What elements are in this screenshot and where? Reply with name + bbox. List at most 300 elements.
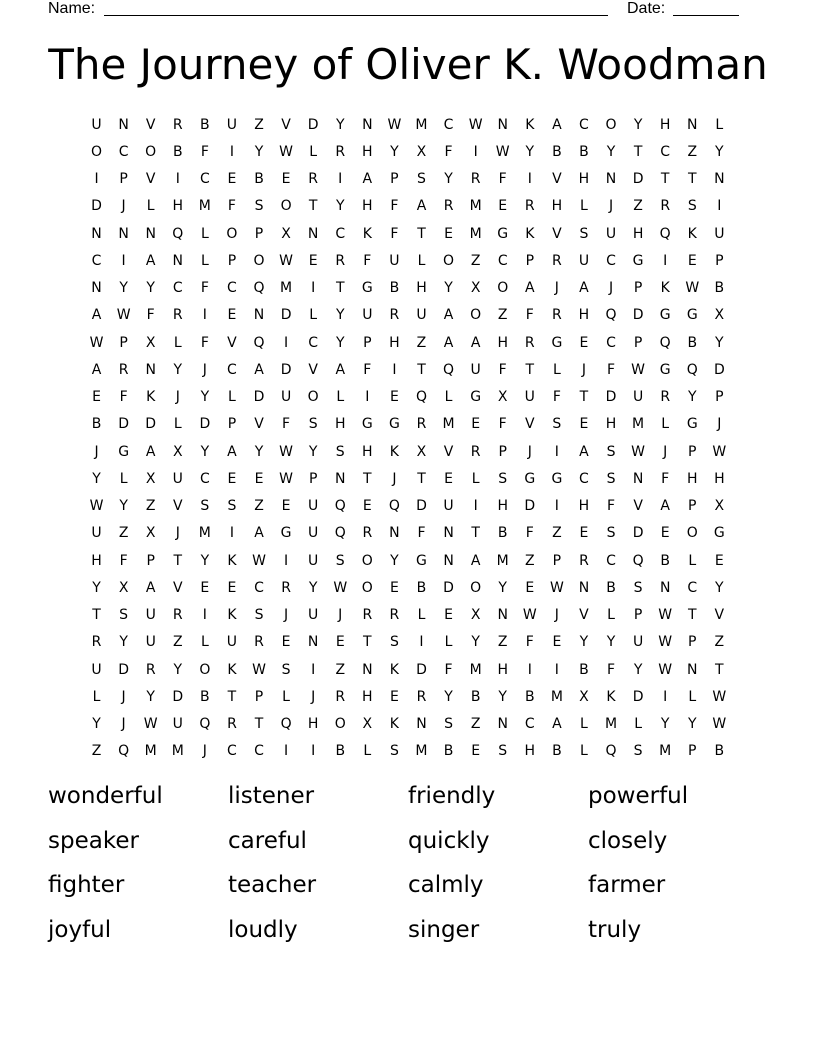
grid-letter[interactable]: V bbox=[579, 607, 589, 624]
grid-letter[interactable]: L bbox=[580, 743, 588, 760]
grid-letter[interactable]: V bbox=[714, 607, 725, 624]
grid-letter[interactable]: T bbox=[92, 607, 101, 624]
grid-letter[interactable]: W bbox=[252, 661, 266, 678]
grid-letter[interactable]: L bbox=[444, 634, 453, 651]
grid-letter[interactable]: X bbox=[714, 498, 725, 515]
grid-letter[interactable]: N bbox=[145, 361, 156, 378]
grid-letter[interactable]: F bbox=[282, 416, 291, 433]
grid-letter[interactable]: X bbox=[416, 443, 427, 460]
grid-letter[interactable]: H bbox=[578, 171, 590, 188]
grid-letter[interactable]: E bbox=[200, 579, 210, 596]
grid-letter[interactable]: N bbox=[714, 171, 725, 188]
grid-letter[interactable]: F bbox=[363, 252, 372, 269]
grid-letter[interactable]: Z bbox=[687, 143, 698, 160]
grid-letter[interactable]: P bbox=[119, 171, 128, 188]
grid-letter[interactable]: B bbox=[254, 171, 264, 188]
grid-letter[interactable]: H bbox=[334, 416, 346, 433]
grid-letter[interactable]: V bbox=[525, 416, 535, 433]
grid-letter[interactable]: B bbox=[552, 143, 562, 160]
grid-letter[interactable]: Q bbox=[118, 743, 130, 760]
grid-letter[interactable]: K bbox=[389, 716, 399, 733]
grid-letter[interactable]: I bbox=[392, 361, 397, 378]
grid-letter[interactable]: R bbox=[172, 307, 183, 324]
grid-letter[interactable]: O bbox=[226, 225, 238, 242]
grid-letter[interactable]: U bbox=[91, 525, 102, 542]
grid-letter[interactable]: P bbox=[308, 470, 318, 487]
grid-letter[interactable]: E bbox=[308, 252, 318, 269]
grid-letter[interactable]: Z bbox=[118, 525, 129, 542]
grid-letter[interactable]: M bbox=[171, 743, 184, 760]
grid-letter[interactable]: F bbox=[227, 198, 236, 215]
grid-letter[interactable]: W bbox=[631, 361, 646, 378]
grid-letter[interactable]: O bbox=[686, 525, 698, 542]
grid-letter[interactable]: K bbox=[389, 661, 399, 678]
grid-letter[interactable]: M bbox=[632, 416, 645, 433]
grid-letter[interactable]: N bbox=[578, 579, 590, 596]
grid-letter[interactable]: W bbox=[279, 252, 293, 269]
grid-letter[interactable]: E bbox=[92, 389, 101, 406]
grid-letter[interactable]: M bbox=[415, 743, 428, 760]
grid-letter[interactable]: B bbox=[200, 688, 210, 705]
grid-letter[interactable]: F bbox=[146, 307, 155, 324]
grid-letter[interactable]: O bbox=[361, 552, 373, 569]
grid-letter[interactable]: L bbox=[688, 552, 697, 569]
grid-letter[interactable]: Q bbox=[388, 498, 400, 515]
grid-letter[interactable]: G bbox=[470, 389, 482, 406]
grid-letter[interactable]: B bbox=[443, 743, 454, 760]
grid-letter[interactable]: L bbox=[580, 198, 588, 215]
grid-letter[interactable]: B bbox=[335, 743, 346, 760]
grid-letter[interactable]: D bbox=[416, 661, 427, 678]
grid-letter[interactable]: V bbox=[281, 116, 291, 133]
grid-letter[interactable]: V bbox=[227, 334, 237, 351]
grid-letter[interactable]: R bbox=[172, 116, 183, 133]
grid-letter[interactable]: R bbox=[335, 688, 346, 705]
grid-letter[interactable]: O bbox=[443, 252, 455, 269]
grid-letter[interactable]: V bbox=[254, 416, 264, 433]
grid-letter[interactable]: J bbox=[392, 470, 397, 487]
grid-letter[interactable]: P bbox=[525, 252, 535, 269]
grid-letter[interactable]: E bbox=[579, 525, 589, 542]
grid-letter[interactable]: T bbox=[715, 661, 724, 678]
grid-letter[interactable]: U bbox=[308, 498, 319, 515]
grid-letter[interactable]: F bbox=[444, 143, 453, 160]
grid-letter[interactable]: J bbox=[338, 607, 343, 624]
grid-letter[interactable]: D bbox=[632, 525, 644, 542]
grid-letter[interactable]: F bbox=[606, 361, 616, 378]
grid-letter[interactable]: D bbox=[118, 661, 129, 678]
grid-letter[interactable]: G bbox=[632, 252, 644, 269]
grid-letter[interactable]: P bbox=[633, 280, 643, 297]
grid-letter[interactable]: O bbox=[145, 143, 157, 160]
grid-letter[interactable]: W bbox=[387, 116, 402, 133]
grid-letter[interactable]: I bbox=[338, 171, 343, 188]
grid-letter[interactable]: J bbox=[581, 361, 587, 378]
grid-letter[interactable]: P bbox=[390, 171, 399, 188]
grid-letter[interactable]: X bbox=[714, 307, 725, 324]
grid-letter[interactable]: I bbox=[311, 661, 316, 678]
grid-letter[interactable]: D bbox=[416, 498, 427, 515]
grid-letter[interactable]: Y bbox=[525, 143, 535, 160]
grid-letter[interactable]: L bbox=[200, 225, 209, 242]
grid-letter[interactable]: B bbox=[470, 688, 481, 705]
grid-letter[interactable]: S bbox=[552, 416, 562, 433]
grid-letter[interactable]: X bbox=[362, 716, 373, 733]
grid-letter[interactable]: D bbox=[280, 307, 292, 324]
grid-letter[interactable]: Y bbox=[173, 361, 183, 378]
grid-letter[interactable]: M bbox=[198, 525, 211, 542]
grid-letter[interactable]: G bbox=[551, 334, 563, 351]
grid-letter[interactable]: U bbox=[91, 661, 102, 678]
grid-letter[interactable]: A bbox=[552, 716, 562, 733]
grid-letter[interactable]: S bbox=[633, 579, 643, 596]
grid-letter[interactable]: E bbox=[389, 688, 399, 705]
grid-letter[interactable]: I bbox=[121, 252, 126, 269]
grid-letter[interactable]: T bbox=[687, 171, 697, 188]
grid-letter[interactable]: C bbox=[443, 116, 454, 133]
grid-letter[interactable]: W bbox=[279, 443, 293, 460]
grid-letter[interactable]: L bbox=[200, 634, 209, 651]
grid-letter[interactable]: X bbox=[145, 525, 156, 542]
grid-letter[interactable]: V bbox=[443, 443, 454, 460]
grid-letter[interactable]: L bbox=[552, 361, 561, 378]
grid-letter[interactable]: N bbox=[389, 525, 400, 542]
grid-letter[interactable]: S bbox=[200, 498, 210, 515]
grid-letter[interactable]: F bbox=[606, 661, 616, 678]
grid-letter[interactable]: C bbox=[199, 470, 210, 487]
grid-letter[interactable]: F bbox=[606, 498, 616, 515]
grid-letter[interactable]: S bbox=[579, 225, 589, 242]
grid-letter[interactable]: M bbox=[198, 198, 211, 215]
grid-letter[interactable]: O bbox=[605, 116, 617, 133]
grid-letter[interactable]: E bbox=[227, 307, 237, 324]
grid-letter[interactable]: Q bbox=[686, 361, 698, 378]
grid-letter[interactable]: R bbox=[660, 389, 671, 406]
grid-letter[interactable]: L bbox=[200, 252, 209, 269]
grid-letter[interactable]: U bbox=[470, 361, 481, 378]
grid-letter[interactable]: E bbox=[444, 607, 453, 624]
date-blank-line[interactable] bbox=[673, 15, 739, 16]
grid-letter[interactable]: Y bbox=[92, 470, 101, 487]
grid-letter[interactable]: K bbox=[146, 389, 156, 406]
grid-letter[interactable]: N bbox=[118, 225, 129, 242]
grid-letter[interactable]: J bbox=[554, 280, 559, 297]
grid-letter[interactable]: E bbox=[281, 634, 291, 651]
grid-letter[interactable]: K bbox=[227, 552, 237, 569]
grid-letter[interactable]: C bbox=[660, 143, 671, 160]
grid-letter[interactable]: T bbox=[363, 634, 372, 651]
grid-letter[interactable]: R bbox=[660, 198, 671, 215]
grid-letter[interactable]: T bbox=[227, 688, 237, 705]
grid-letter[interactable]: S bbox=[281, 661, 291, 678]
grid-letter[interactable]: R bbox=[91, 634, 102, 651]
grid-letter[interactable]: Y bbox=[660, 716, 670, 733]
grid-letter[interactable]: I bbox=[202, 307, 207, 324]
grid-letter[interactable]: Y bbox=[444, 171, 453, 188]
grid-letter[interactable]: G bbox=[686, 416, 698, 433]
grid-letter[interactable]: I bbox=[554, 443, 559, 460]
grid-letter[interactable]: Y bbox=[146, 688, 155, 705]
grid-letter[interactable]: N bbox=[118, 116, 129, 133]
grid-letter[interactable]: L bbox=[607, 607, 615, 624]
grid-letter[interactable]: Q bbox=[632, 552, 644, 569]
grid-letter[interactable]: E bbox=[579, 416, 589, 433]
grid-letter[interactable]: X bbox=[281, 225, 291, 242]
grid-letter[interactable]: L bbox=[309, 143, 318, 160]
grid-letter[interactable]: P bbox=[633, 334, 643, 351]
grid-letter[interactable]: L bbox=[336, 389, 345, 406]
grid-letter[interactable]: A bbox=[443, 307, 454, 324]
grid-letter[interactable]: P bbox=[633, 607, 643, 624]
grid-letter[interactable]: G bbox=[280, 525, 292, 542]
grid-letter[interactable]: N bbox=[416, 716, 427, 733]
grid-letter[interactable]: T bbox=[417, 470, 426, 487]
grid-letter[interactable]: S bbox=[254, 198, 264, 215]
grid-letter[interactable]: A bbox=[470, 552, 481, 569]
grid-letter[interactable]: I bbox=[175, 171, 180, 188]
grid-letter[interactable]: W bbox=[658, 607, 673, 624]
grid-letter[interactable]: F bbox=[390, 225, 399, 242]
grid-letter[interactable]: Y bbox=[335, 307, 345, 324]
grid-letter[interactable]: I bbox=[419, 634, 424, 651]
grid-letter[interactable]: Y bbox=[633, 116, 643, 133]
grid-letter[interactable]: T bbox=[363, 470, 372, 487]
grid-letter[interactable]: K bbox=[660, 280, 670, 297]
grid-letter[interactable]: A bbox=[362, 171, 373, 188]
grid-letter[interactable]: J bbox=[202, 361, 207, 378]
grid-letter[interactable]: V bbox=[145, 171, 156, 188]
grid-letter[interactable]: T bbox=[471, 525, 480, 542]
grid-letter[interactable]: T bbox=[417, 225, 426, 242]
grid-letter[interactable]: N bbox=[443, 552, 454, 569]
grid-letter[interactable]: G bbox=[659, 361, 671, 378]
grid-letter[interactable]: W bbox=[631, 443, 646, 460]
grid-letter[interactable]: Z bbox=[335, 661, 346, 678]
grid-letter[interactable]: P bbox=[227, 416, 237, 433]
grid-letter[interactable]: R bbox=[470, 171, 481, 188]
grid-letter[interactable]: E bbox=[471, 743, 481, 760]
grid-letter[interactable]: E bbox=[471, 416, 481, 433]
grid-letter[interactable]: X bbox=[470, 280, 481, 297]
grid-letter[interactable]: R bbox=[552, 252, 562, 269]
grid-letter[interactable]: I bbox=[663, 688, 668, 705]
grid-letter[interactable]: L bbox=[363, 743, 372, 760]
grid-letter[interactable]: L bbox=[634, 716, 642, 733]
grid-letter[interactable]: P bbox=[688, 498, 697, 515]
grid-letter[interactable]: F bbox=[525, 525, 534, 542]
grid-letter[interactable]: Y bbox=[444, 280, 453, 297]
grid-letter[interactable]: O bbox=[497, 280, 509, 297]
grid-letter[interactable]: R bbox=[389, 607, 400, 624]
grid-letter[interactable]: Y bbox=[254, 443, 264, 460]
grid-letter[interactable]: H bbox=[524, 743, 536, 760]
grid-letter[interactable]: W bbox=[279, 143, 293, 160]
grid-letter[interactable]: O bbox=[470, 307, 482, 324]
grid-letter[interactable]: Q bbox=[659, 334, 671, 351]
grid-letter[interactable]: S bbox=[633, 743, 643, 760]
grid-letter[interactable]: E bbox=[335, 634, 345, 651]
grid-letter[interactable]: W bbox=[712, 443, 727, 460]
grid-letter[interactable]: J bbox=[94, 443, 99, 460]
grid-letter[interactable]: F bbox=[498, 416, 507, 433]
grid-letter[interactable]: S bbox=[389, 743, 399, 760]
grid-letter[interactable]: C bbox=[199, 171, 210, 188]
grid-letter[interactable]: P bbox=[146, 552, 155, 569]
grid-letter[interactable]: U bbox=[362, 307, 373, 324]
grid-letter[interactable]: B bbox=[416, 579, 427, 596]
grid-letter[interactable]: G bbox=[118, 443, 130, 460]
grid-letter[interactable]: D bbox=[632, 688, 644, 705]
grid-letter[interactable]: S bbox=[335, 552, 345, 569]
grid-letter[interactable]: C bbox=[91, 252, 102, 269]
grid-letter[interactable]: C bbox=[227, 361, 237, 378]
grid-letter[interactable]: V bbox=[172, 498, 183, 515]
grid-letter[interactable]: H bbox=[551, 198, 563, 215]
grid-letter[interactable]: Y bbox=[606, 634, 616, 651]
grid-letter[interactable]: H bbox=[714, 470, 725, 487]
grid-letter[interactable]: I bbox=[229, 525, 234, 542]
grid-letter[interactable]: M bbox=[415, 116, 428, 133]
grid-letter[interactable]: R bbox=[335, 143, 346, 160]
grid-letter[interactable]: E bbox=[444, 225, 453, 242]
grid-letter[interactable]: I bbox=[527, 661, 532, 678]
grid-letter[interactable]: W bbox=[89, 334, 104, 351]
grid-letter[interactable]: B bbox=[714, 743, 725, 760]
grid-letter[interactable]: B bbox=[389, 280, 400, 297]
grid-letter[interactable]: A bbox=[470, 334, 481, 351]
grid-letter[interactable]: D bbox=[172, 688, 184, 705]
grid-letter[interactable]: Y bbox=[715, 334, 724, 351]
grid-letter[interactable]: Y bbox=[498, 579, 507, 596]
grid-letter[interactable]: C bbox=[254, 579, 264, 596]
grid-letter[interactable]: U bbox=[389, 252, 400, 269]
grid-letter[interactable]: S bbox=[687, 198, 697, 215]
grid-letter[interactable]: L bbox=[92, 688, 101, 705]
grid-letter[interactable]: Y bbox=[173, 661, 183, 678]
grid-letter[interactable]: H bbox=[172, 198, 184, 215]
grid-letter[interactable]: Y bbox=[579, 634, 589, 651]
grid-letter[interactable]: A bbox=[145, 443, 156, 460]
grid-letter[interactable]: Y bbox=[471, 634, 480, 651]
grid-letter[interactable]: T bbox=[335, 280, 345, 297]
grid-letter[interactable]: E bbox=[525, 579, 535, 596]
grid-letter[interactable]: R bbox=[416, 416, 427, 433]
grid-letter[interactable]: M bbox=[496, 552, 509, 569]
grid-letter[interactable]: W bbox=[333, 579, 348, 596]
grid-letter[interactable]: W bbox=[116, 307, 131, 324]
grid-letter[interactable]: C bbox=[335, 225, 346, 242]
grid-letter[interactable]: Z bbox=[91, 743, 102, 760]
grid-letter[interactable]: T bbox=[173, 552, 183, 569]
grid-letter[interactable]: L bbox=[444, 389, 453, 406]
grid-letter[interactable]: N bbox=[172, 252, 184, 269]
grid-letter[interactable]: C bbox=[254, 743, 264, 760]
grid-letter[interactable]: P bbox=[227, 252, 237, 269]
grid-letter[interactable]: Z bbox=[497, 634, 508, 651]
grid-letter[interactable]: S bbox=[498, 470, 508, 487]
grid-letter[interactable]: G bbox=[388, 416, 400, 433]
grid-letter[interactable]: W bbox=[685, 280, 700, 297]
grid-letter[interactable]: W bbox=[658, 634, 673, 651]
grid-letter[interactable]: A bbox=[145, 579, 156, 596]
grid-letter[interactable]: R bbox=[470, 443, 481, 460]
grid-letter[interactable]: B bbox=[606, 579, 616, 596]
grid-letter[interactable]: K bbox=[389, 443, 399, 460]
grid-letter[interactable]: C bbox=[118, 143, 129, 160]
grid-letter[interactable]: S bbox=[606, 443, 616, 460]
grid-letter[interactable]: L bbox=[228, 389, 236, 406]
grid-letter[interactable]: E bbox=[281, 171, 291, 188]
grid-letter[interactable]: R bbox=[335, 252, 346, 269]
grid-letter[interactable]: X bbox=[416, 143, 427, 160]
grid-letter[interactable]: G bbox=[497, 225, 509, 242]
grid-letter[interactable]: P bbox=[254, 225, 264, 242]
grid-letter[interactable]: C bbox=[172, 280, 183, 297]
grid-letter[interactable]: J bbox=[121, 198, 126, 215]
grid-letter[interactable]: Y bbox=[715, 143, 724, 160]
grid-letter[interactable]: A bbox=[335, 361, 346, 378]
grid-letter[interactable]: R bbox=[552, 307, 562, 324]
grid-letter[interactable]: Y bbox=[308, 443, 318, 460]
grid-letter[interactable]: V bbox=[145, 116, 156, 133]
grid-letter[interactable]: K bbox=[606, 688, 616, 705]
grid-letter[interactable]: M bbox=[442, 416, 455, 433]
grid-letter[interactable]: E bbox=[552, 634, 562, 651]
grid-letter[interactable]: Y bbox=[715, 579, 724, 596]
grid-letter[interactable]: Z bbox=[524, 552, 535, 569]
grid-letter[interactable]: F bbox=[119, 552, 128, 569]
grid-letter[interactable]: Y bbox=[200, 552, 210, 569]
grid-letter[interactable]: S bbox=[227, 498, 237, 515]
grid-letter[interactable]: R bbox=[524, 198, 535, 215]
grid-letter[interactable]: B bbox=[687, 334, 698, 351]
grid-letter[interactable]: W bbox=[252, 552, 266, 569]
grid-letter[interactable]: B bbox=[579, 143, 589, 160]
grid-letter[interactable]: A bbox=[579, 280, 589, 297]
grid-letter[interactable]: T bbox=[417, 361, 426, 378]
grid-letter[interactable]: U bbox=[308, 552, 319, 569]
grid-letter[interactable]: D bbox=[118, 416, 129, 433]
grid-letter[interactable]: R bbox=[416, 688, 427, 705]
grid-letter[interactable]: N bbox=[659, 579, 671, 596]
grid-letter[interactable]: I bbox=[473, 143, 478, 160]
grid-letter[interactable]: N bbox=[307, 634, 319, 651]
grid-letter[interactable]: F bbox=[525, 634, 534, 651]
grid-letter[interactable]: T bbox=[633, 143, 643, 160]
grid-letter[interactable]: R bbox=[281, 579, 291, 596]
grid-letter[interactable]: N bbox=[362, 116, 373, 133]
grid-letter[interactable]: D bbox=[632, 171, 644, 188]
grid-letter[interactable]: N bbox=[362, 661, 373, 678]
grid-letter[interactable]: E bbox=[579, 334, 589, 351]
grid-letter[interactable]: N bbox=[605, 171, 617, 188]
grid-letter[interactable]: M bbox=[280, 280, 293, 297]
grid-letter[interactable]: Q bbox=[443, 361, 455, 378]
grid-letter[interactable]: X bbox=[470, 607, 481, 624]
grid-letter[interactable]: G bbox=[524, 470, 536, 487]
grid-letter[interactable]: V bbox=[633, 498, 643, 515]
grid-letter[interactable]: P bbox=[254, 688, 264, 705]
grid-letter[interactable]: U bbox=[145, 607, 156, 624]
grid-letter[interactable]: U bbox=[714, 225, 725, 242]
grid-letter[interactable]: R bbox=[524, 334, 535, 351]
grid-letter[interactable]: I bbox=[554, 661, 559, 678]
grid-letter[interactable]: I bbox=[94, 171, 99, 188]
grid-letter[interactable]: E bbox=[389, 579, 399, 596]
grid-letter[interactable]: N bbox=[91, 225, 102, 242]
grid-letter[interactable]: S bbox=[417, 171, 426, 188]
grid-letter[interactable]: H bbox=[578, 498, 590, 515]
